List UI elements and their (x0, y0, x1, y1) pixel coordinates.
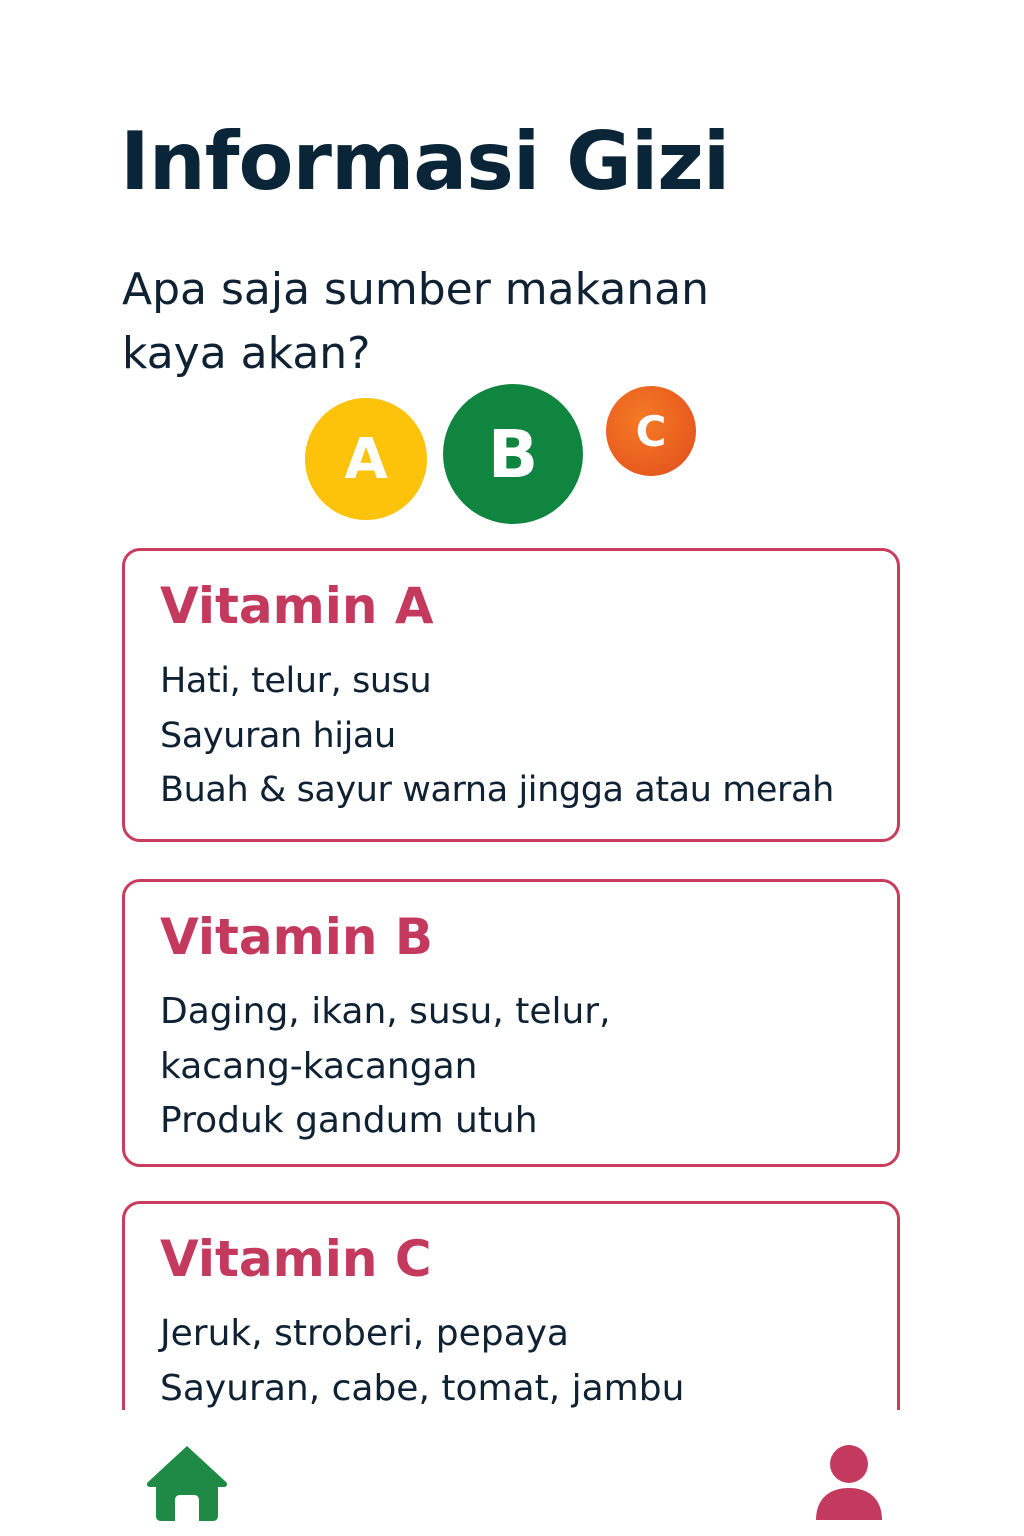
food-item: Sayuran hijau (160, 715, 396, 756)
bottom-nav (0, 1410, 1024, 1536)
question-line-2: kaya akan? (122, 328, 371, 379)
food-item: Sayuran, cabe, tomat, jambu (160, 1367, 685, 1409)
food-item: Jeruk, stroberi, pepaya (160, 1313, 569, 1354)
badge-c[interactable]: C (606, 386, 696, 476)
food-list (160, 1307, 684, 1410)
badge-b[interactable]: B (443, 384, 583, 524)
user-icon (814, 1444, 884, 1522)
home-icon (144, 1442, 230, 1522)
food-list (160, 985, 611, 1149)
food-item: Produk gandum utuh (160, 1100, 538, 1141)
food-item: Buah & sayur warna jingga atau merah (160, 770, 834, 810)
food-item: Daging, ikan, susu, telur, (160, 991, 611, 1032)
vitamin-card-b[interactable] (122, 879, 900, 1167)
page-title: Informasi Gizi (120, 115, 730, 208)
vitamin-card-a[interactable] (122, 548, 900, 842)
vitamin-card-c[interactable] (122, 1201, 900, 1410)
food-item: kacang-kacangan (160, 1045, 478, 1087)
nav-profile-button[interactable] (814, 1444, 884, 1522)
card-title: Vitamin A (160, 577, 434, 635)
card-title: Vitamin C (160, 1230, 432, 1288)
badge-a[interactable]: A (305, 398, 427, 520)
food-list (160, 654, 834, 818)
question-line-1: Apa saja sumber makanan (122, 264, 710, 315)
food-item: Hati, telur, susu (160, 661, 432, 701)
nav-home-button[interactable] (144, 1442, 230, 1522)
card-title: Vitamin B (160, 908, 433, 966)
